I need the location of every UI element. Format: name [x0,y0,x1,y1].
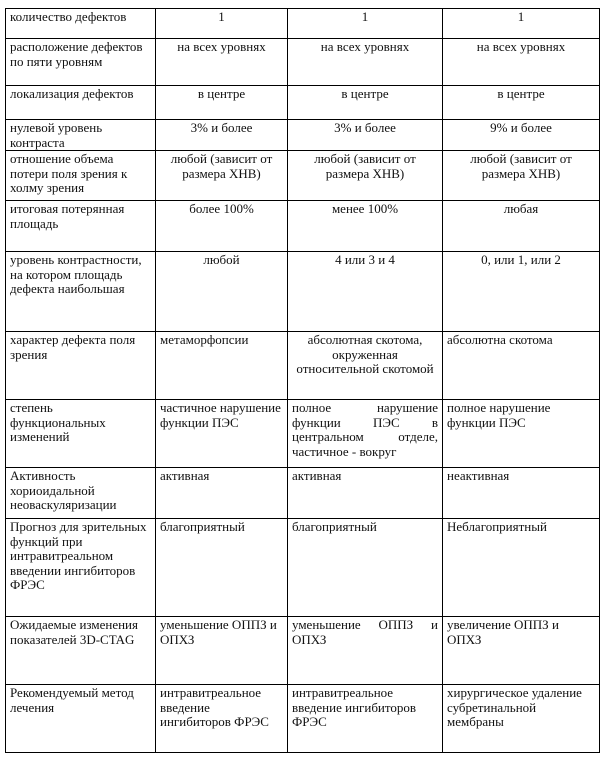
table-cell: в центре [443,86,600,120]
table-cell: частичное нарушение функции ПЭС [156,400,288,468]
row-label: характер дефекта поля зрения [6,332,156,400]
row-label: степень функциональных изменений [6,400,156,468]
table-cell: любой (зависит от размера ХНВ) [288,151,443,201]
table-cell: полное нарушение функции ПЭС в центральном отделе, частичное - вокруг [288,400,443,468]
table-cell: на всех уровнях [156,39,288,86]
table-cell: в центре [288,86,443,120]
row-label: Активность хориоидальной неоваскуляризации [6,468,156,519]
row-label: расположение дефектов по пяти уровням [6,39,156,86]
table-row [6,201,600,252]
table-cell: активная [288,468,443,519]
table-cell: менее 100% [288,201,443,252]
table-cell: более 100% [156,201,288,252]
table-row [6,39,600,86]
row-label: отношение объема потери поля зрения к холму зрения [6,151,156,201]
table-cell: хирургическое удаление субретинальной мембраны [443,685,600,753]
table-cell: активная [156,468,288,519]
row-label: нулевой уровень контраста [6,120,156,151]
table-cell: абсолютна скотома [443,332,600,400]
table-cell: 1 [288,9,443,39]
table-cell: на всех уровнях [288,39,443,86]
row-label: Ожидаемые изменения показателей 3D-CTAG [6,617,156,685]
table-cell: благоприятный [156,519,288,617]
criteria-table [5,8,600,753]
table-row [6,120,600,151]
table-row [6,151,600,201]
table-cell: 9% и более [443,120,600,151]
table-cell: полное нарушение функции ПЭС [443,400,600,468]
table-cell: 3% и более [156,120,288,151]
table-cell: любая [443,201,600,252]
table-cell: метаморфопсии [156,332,288,400]
table-row [6,400,600,468]
row-label: Рекомендуемый метод лечения [6,685,156,753]
table-row [6,9,600,39]
table-cell: Неблагоприятный [443,519,600,617]
table-cell: любой (зависит от размера ХНВ) [443,151,600,201]
table-row [6,252,600,332]
table-cell: абсолютная скотома, окруженная относительной скотомой [288,332,443,400]
table-row [6,685,600,753]
table-row [6,519,600,617]
row-label: уровень контрастности, на котором площадь дефекта наибольшая [6,252,156,332]
table-cell: в центре [156,86,288,120]
table-row [6,468,600,519]
table-cell: любой [156,252,288,332]
table-row [6,332,600,400]
table-cell: 4 или 3 и 4 [288,252,443,332]
table-cell: уменьшение ОППЗ и ОПХЗ [156,617,288,685]
row-label: локализация дефектов [6,86,156,120]
table-cell: интравитреальное введение ингибиторов ФРЭС [156,685,288,753]
row-label: итоговая потерянная площадь [6,201,156,252]
table-cell: уменьшение ОППЗ и ОПХЗ [288,617,443,685]
table-cell: на всех уровнях [443,39,600,86]
table-cell: благоприятный [288,519,443,617]
table-cell: 1 [443,9,600,39]
table-row [6,86,600,120]
table-cell: 0, или 1, или 2 [443,252,600,332]
table-cell: неактивная [443,468,600,519]
table-row [6,617,600,685]
table-cell: 3% и более [288,120,443,151]
row-label: количество дефектов [6,9,156,39]
table-cell: интравитреальное введение ингибиторов ФРЭС [288,685,443,753]
row-label: Прогноз для зрительных функций при интравитреальном введении ингибиторов ФРЭС [6,519,156,617]
table-cell: увеличение ОППЗ и ОПХЗ [443,617,600,685]
table-cell: 1 [156,9,288,39]
table-cell: любой (зависит от размера ХНВ) [156,151,288,201]
